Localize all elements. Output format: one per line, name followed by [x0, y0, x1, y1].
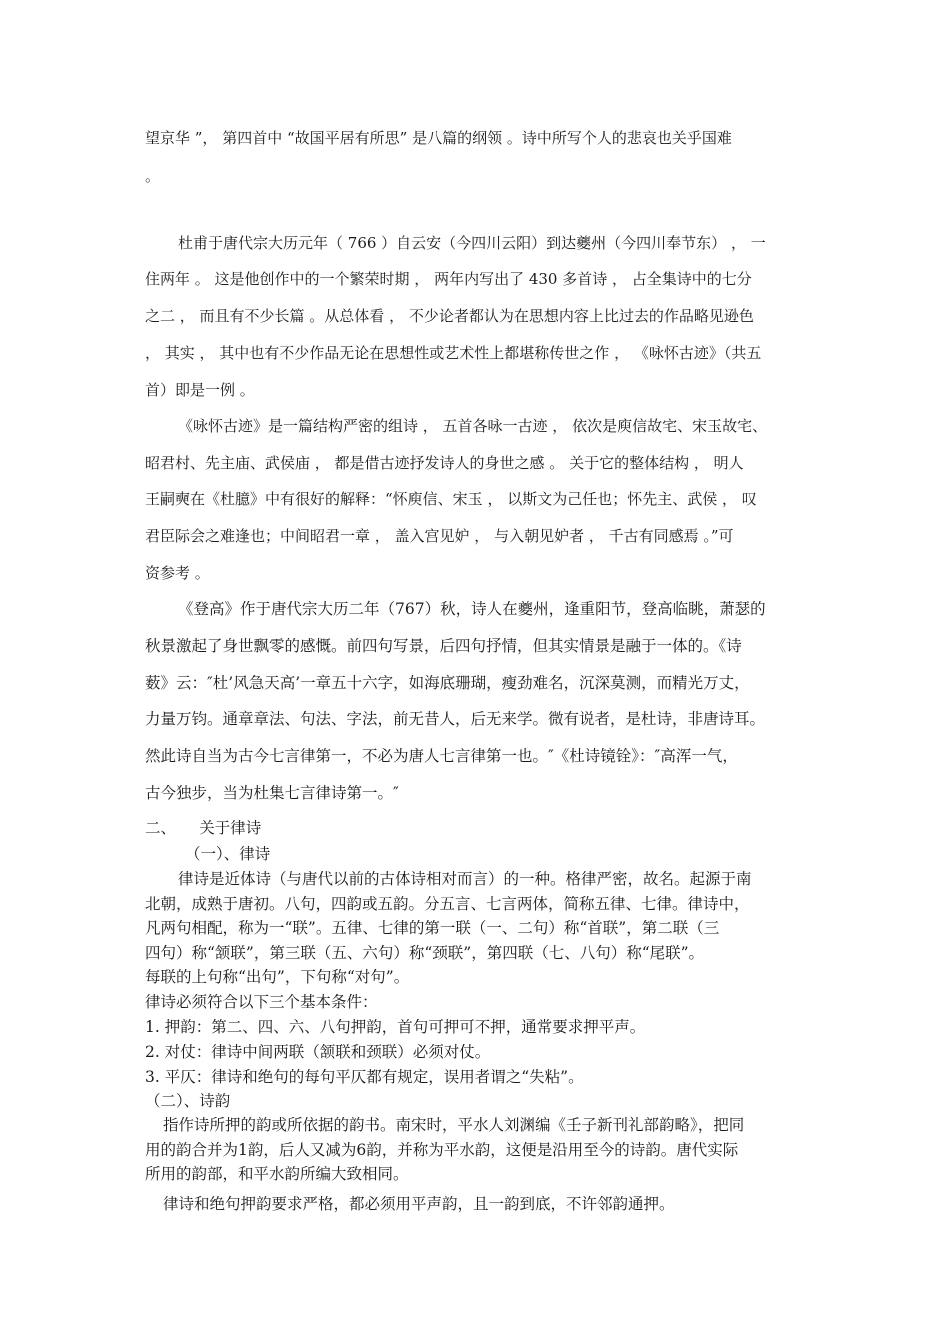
text-line: 杜甫于唐代宗大历元年（ 766 ）自云安（今四川云阳）到达夔州（今四川奉节东） ， 一 — [178, 234, 766, 252]
text-line: 四句）称“颔联”，第三联（五、六句）称“颈联”，第四联（七、八句）称“尾联”。 — [145, 944, 705, 962]
text-line: 住两年 。 这是他创作中的一个繁荣时期 ， 两年内写出了 430 多首诗 ， 占全集诗中的七分 — [145, 270, 752, 288]
text-line: 律诗是近体诗（与唐代以前的古体诗相对而言）的一种。格律严密，故名。起源于南 — [178, 870, 752, 888]
text-line: 。 — [145, 167, 161, 185]
text-line: 君臣际会之难逢也；中间昭君一章 ， 盖入宫见妒 ， 与入朝见妒者 ， 千古有同感焉 。”可 — [145, 527, 734, 545]
list-item: 1. 押韵：第二、四、六、八句押韵，首句可押可不押，通常要求押平声。 — [145, 1018, 646, 1036]
text-line: 王嗣奭在《杜臆》中有很好的解释：“怀庾信、宋玉 ， 以斯文为己任也；怀先主、武侯 ， 叹 — [145, 490, 757, 508]
text-line: 律诗必须符合以下三个基本条件： — [145, 993, 378, 1011]
text-line: 凡两句相配，称为一“联”。五律、七律的第一联（一、二句）称“首联”，第二联（三 — [145, 919, 720, 937]
list-item: 2. 对仗：律诗中间两联（颔联和颈联）必须对仗。 — [145, 1043, 491, 1061]
text-line: 《登高》作于唐代宗大历二年（767）秋，诗人在夔州，逢重阳节，登高临眺，萧瑟的 — [178, 600, 766, 618]
text-line: 首）即是一例 。 — [145, 381, 255, 399]
text-line: 古今独步，当为杜集七言律诗第一。″ — [145, 784, 399, 802]
text-line: 力量万钧。通章章法、句法、字法，前无昔人，后无来学。微有说者，是杜诗，非唐诗耳。 — [145, 710, 766, 728]
text-line: 之二 ， 而且有不少长篇 。从总体看 ， 不少论者都认为在思想内容上比过去的作品略见逊色 — [145, 307, 754, 325]
text-line: 薮》云：″杜’风急天高’一章五十六字，如海底珊瑚，瘦劲难名，沉深莫测，而精光万丈， — [145, 674, 750, 692]
text-line: 每联的上句称“出句”，下句称“对句”。 — [145, 968, 410, 986]
text-line: 律诗和绝句押韵要求严格，都必须用平声韵，且一韵到底，不许邻韵通押。 — [163, 1195, 675, 1213]
text-line: 所用的韵部，和平水韵所编大致相同。 — [145, 1165, 409, 1183]
list-item: 3. 平仄：律诗和绝句的每句平仄都有规定，误用者谓之“失粘”。 — [145, 1068, 584, 1086]
text-line: 昭君村、先主庙、武侯庙 ， 都是借古迹抒发诗人的身世之感 。 关于它的整体结构 ， 明人 — [145, 454, 744, 472]
text-line: ， 其实 ， 其中也有不少作品无论在思想性或艺术性上都堪称传世之作 ， 《咏怀古迹》（共五 — [145, 344, 762, 362]
text-line: 用的韵合并为1韵，后人又减为6韵，并称为平水韵，这便是沿用至今的诗韵。唐代实际 — [145, 1141, 739, 1159]
text-line: 《咏怀古迹》是一篇结构严密的组诗 ， 五首各咏一古迹 ， 依次是庾信故宅、宋玉故宅、 — [178, 417, 768, 435]
section-heading: 二、 关于律诗 — [145, 819, 262, 837]
text-line: 资参考 。 — [145, 564, 210, 582]
subsection-heading: （二）、诗韵 — [145, 1092, 231, 1110]
text-line: 北朝，成熟于唐初。八句，四韵或五韵。分五言、七言两体，简称五律、七律。律诗中， — [145, 895, 750, 913]
text-line: 指作诗所押的韵或所依据的韵书。南宋时，平水人刘渊编《壬子新刊礼部韵略》，把同 — [163, 1116, 745, 1134]
text-line: 秋景激起了身世飘零的感慨。前四句写景，后四句抒情，但其实情景是融于一体的。《诗 — [145, 637, 742, 655]
subsection-heading: （一）、律诗 — [185, 845, 271, 863]
text-line: 望京华 ”， 第四首中 “故国平居有所思” 是八篇的纲领 。诗中所写个人的悲哀也关乎国难 — [145, 129, 732, 147]
text-line: 然此诗自当为古今七言律第一，不必为唐人七言律第一也。″《杜诗镜铨》：″高浑一气， — [145, 747, 738, 765]
